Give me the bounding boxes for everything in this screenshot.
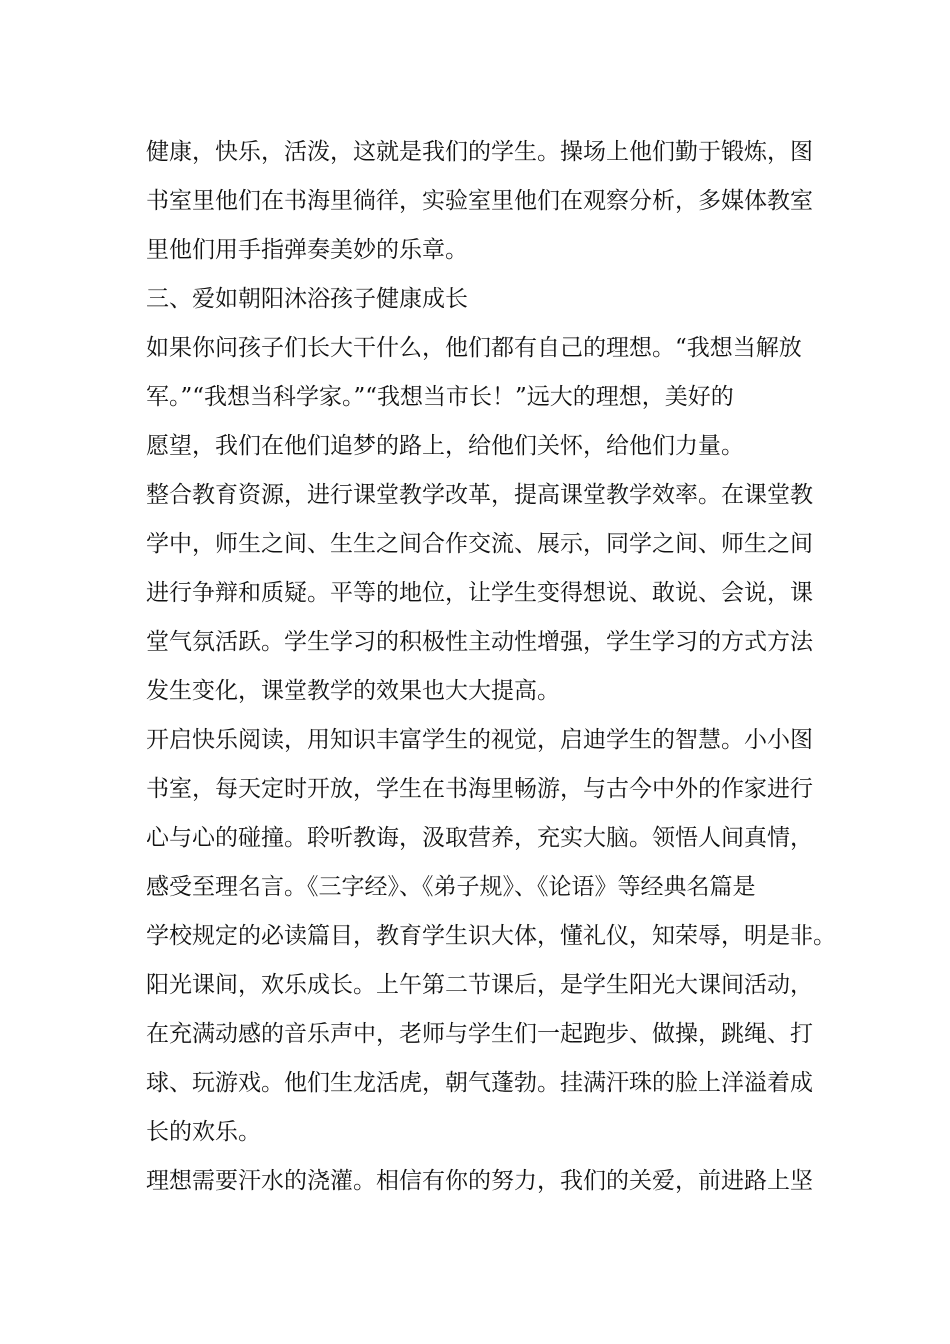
- text-line: 如果你问孩子们长大干什么，他们都有自己的理想。“我想当解放: [146, 335, 802, 361]
- text-line: 阳光课间，欢乐成长。上午第二节课后，是学生阳光大课间活动，: [146, 972, 813, 998]
- text-line: 心与心的碰撞。聆听教诲，汲取营养，充实大脑。领悟人间真情，: [146, 825, 813, 851]
- document-body: [146, 128, 836, 1206]
- text-line: 进行争辩和质疑。平等的地位，让学生变得想说、敢说、会说，课: [146, 580, 813, 606]
- text-line: 在充满动感的音乐声中，老师与学生们一起跑步、做操，跳绳、打: [146, 1021, 813, 1047]
- text-line: 学校规定的必读篇目，教育学生识大体，懂礼仪，知荣辱，明是非。: [146, 923, 836, 949]
- text-line: 书室，每天定时开放，学生在书海里畅游，与古今中外的作家进行: [146, 776, 813, 802]
- text-line: 整合教育资源，进行课堂教学改革，提高课堂教学效率。在课堂教: [146, 482, 813, 508]
- text-line: 学中，师生之间、生生之间合作交流、展示，同学之间、师生之间: [146, 531, 813, 557]
- text-line: 里他们用手指弹奏美妙的乐章。: [146, 237, 468, 263]
- paragraph-students-intro: [146, 128, 814, 275]
- paragraph-reading: [146, 716, 836, 961]
- paragraph-recess: [146, 961, 814, 1157]
- text-line: 长的欢乐。: [146, 1119, 261, 1145]
- paragraph-classroom-reform: [146, 471, 814, 716]
- paragraph-ideals: [146, 324, 814, 471]
- text-line: 书室里他们在书海里徜徉，实验室里他们在观察分析，多媒体教室: [146, 188, 813, 214]
- text-line: 理想需要汗水的浇灌。相信有你的努力，我们的关爱，前进路上坚: [146, 1168, 813, 1194]
- text-line: 堂气氛活跃。学生学习的积极性主动性增强，学生学习的方式方法: [146, 629, 813, 655]
- text-line: 健康，快乐，活泼，这就是我们的学生。操场上他们勤于锻炼，图: [146, 139, 813, 165]
- text-line: 军。”“我想当科学家。”“我想当市长！”远大的理想，美好的: [146, 384, 734, 410]
- text-line: 球、玩游戏。他们生龙活虎，朝气蓬勃。挂满汗珠的脸上洋溢着成: [146, 1070, 813, 1096]
- text-line: 感受至理名言。《三字经》、《弟子规》、《论语》等经典名篇是: [146, 874, 756, 900]
- section-heading: [146, 275, 814, 324]
- section-heading-text: 三、爱如朝阳沐浴孩子健康成长: [146, 286, 468, 312]
- text-line: 愿望，我们在他们追梦的路上，给他们关怀，给他们力量。: [146, 433, 744, 459]
- text-line: 发生变化，课堂教学的效果也大大提高。: [146, 678, 560, 704]
- text-line: 开启快乐阅读，用知识丰富学生的视觉，启迪学生的智慧。小小图: [146, 727, 813, 753]
- paragraph-closing: [146, 1157, 814, 1206]
